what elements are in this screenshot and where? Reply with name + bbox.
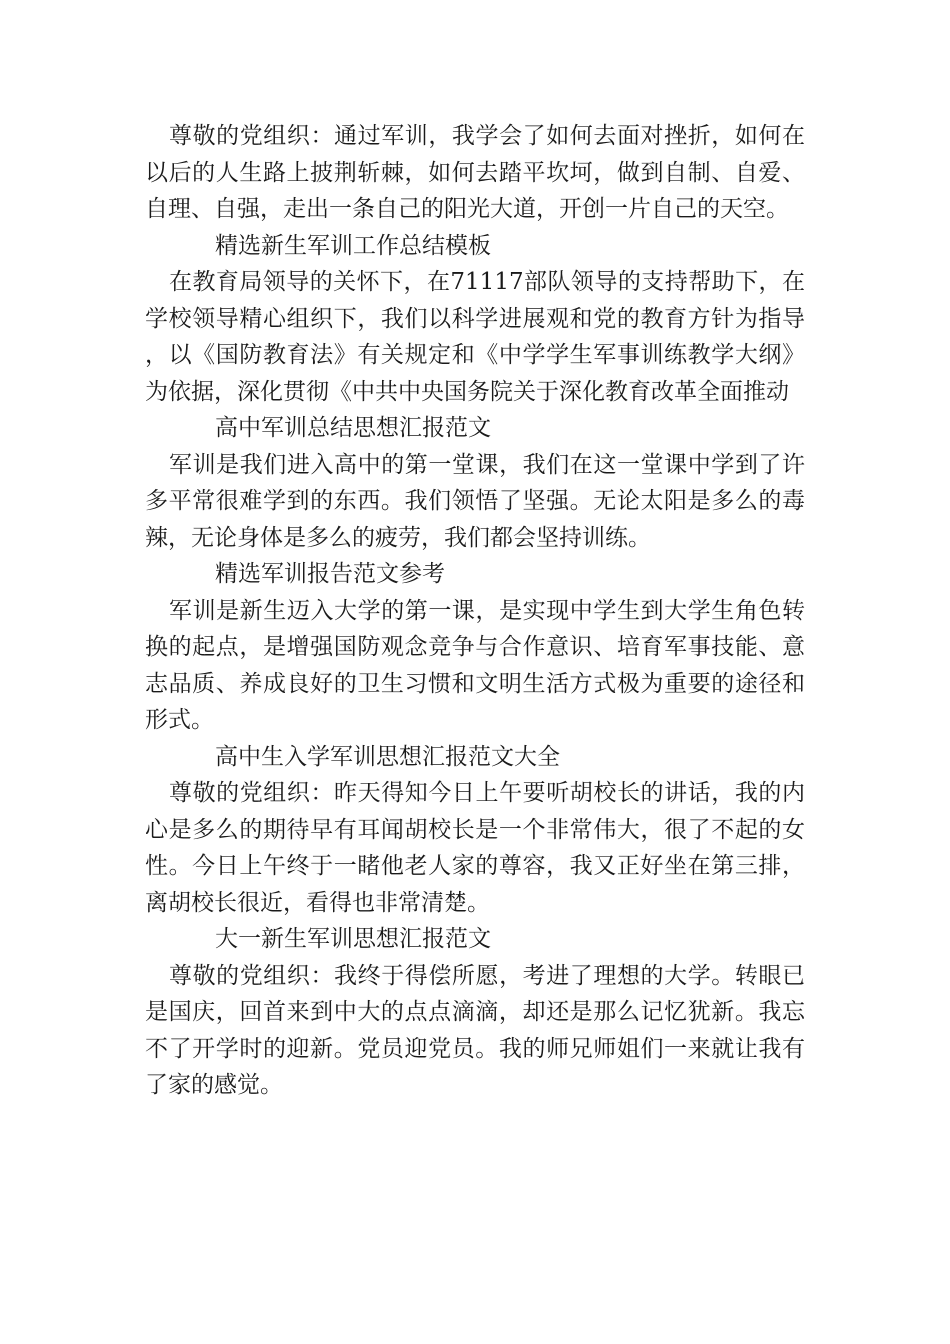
section-heading: 大一新生军训思想汇报范文: [215, 926, 491, 952]
section-heading: 高中生入学军训思想汇报范文大全: [215, 743, 560, 770]
document-body: [145, 118, 805, 1104]
section-paragraph: 尊敬的党组织：昨天得知今日上午要听胡校长的讲话，我的内心是多么的期待早有耳闻胡校长是一个非常伟大，很了不起的女性。今日上午终于一睹他老人家的尊容，我又正好坐在第三排，离胡校长很近，看得也非常清楚。: [145, 780, 805, 916]
section-paragraph: 军训是我们进入高中的第一堂课，我们在这一堂课中学到了许多平常很难学到的东西。我们领悟了坚强。无论太阳是多么的毒辣，无论身体是多么的疲劳，我们都会坚持训练。: [145, 451, 805, 551]
section-paragraph: 在教育局领导的关怀下，在71117部队领导的支持帮助下，在学校领导精心组织下，我们以科学进展观和党的教育方针为指导，以《国防教育法》有关规定和《中学学生军事训练教学大纲》为依据，深化贯彻《中共中央国务院关于深化教育改革全面推动: [145, 269, 805, 405]
section-heading: 精选军训报告范文参考: [215, 561, 445, 587]
section-paragraph: 尊敬的党组织：我终于得偿所愿，考进了理想的大学。转眼已是国庆，回首来到中大的点点滴滴，却还是那么记忆犹新。我忘不了开学时的迎新。党员迎党员。我的师兄师姐们一来就让我有了家的感觉。: [145, 962, 805, 1098]
section-heading: 高中军训总结思想汇报范文: [215, 415, 491, 441]
section-heading: 精选新生军训工作总结模板: [215, 232, 491, 259]
intro-paragraph: 尊敬的党组织：通过军训，我学会了如何去面对挫折，如何在以后的人生路上披荆斩棘，如何去踏平坎坷，做到自制、自爱、自理、自强，走出一条自己的阳光大道，开创一片自己的天空。: [145, 123, 805, 222]
section-paragraph: 军训是新生迈入大学的第一课，是实现中学生到大学生角色转换的起点，是增强国防观念竞争与合作意识、培育军事技能、意志品质、养成良好的卫生习惯和文明生活方式极为重要的途径和形式。: [145, 597, 805, 733]
